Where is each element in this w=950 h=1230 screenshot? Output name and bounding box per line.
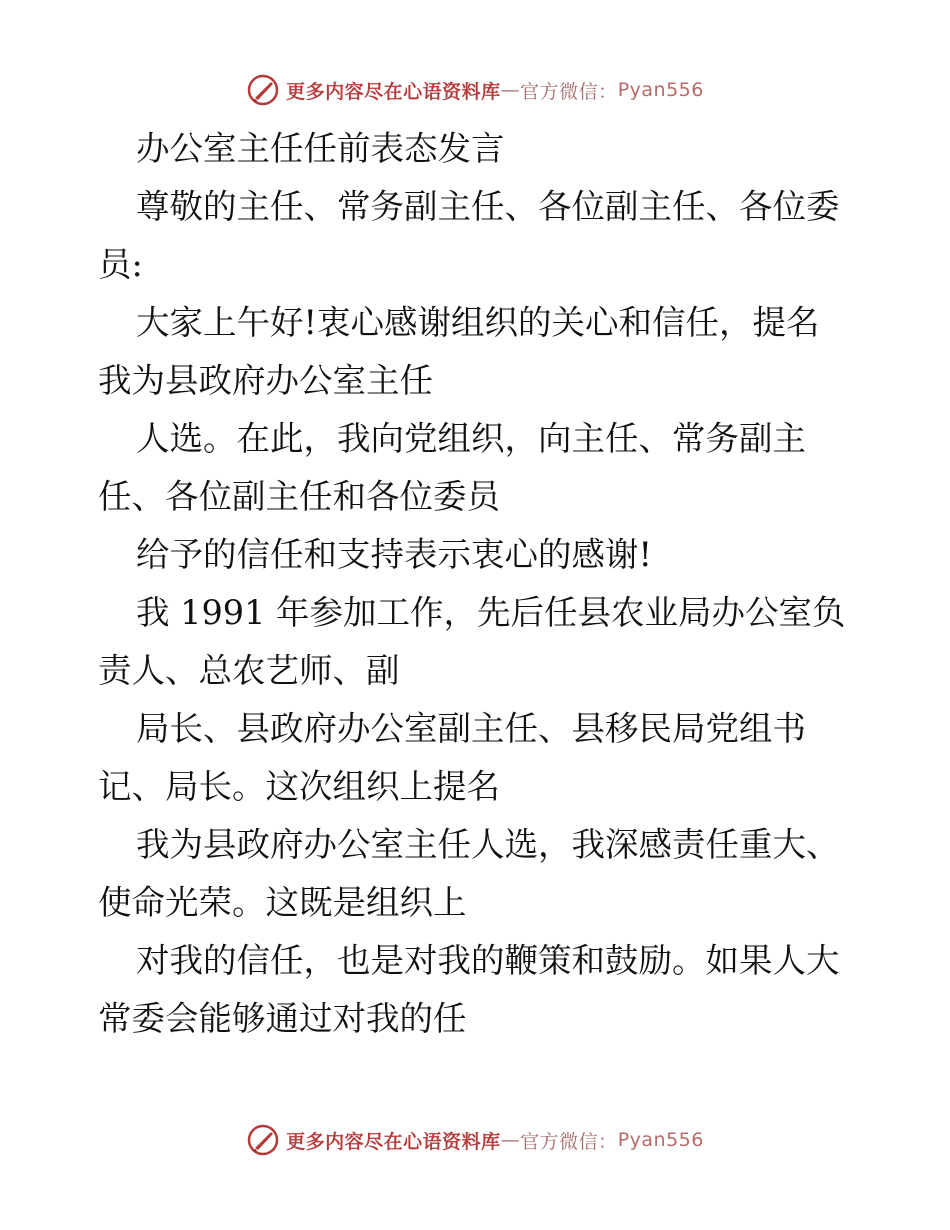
watermark-wechat-label: 官方微信： <box>520 1130 618 1153</box>
paragraph-line: 常委会能够通过对我的任 <box>98 999 467 1038</box>
paragraph-line: 给予的信任和支持表示衷心的感谢! <box>136 535 652 574</box>
watermark-separator: — <box>500 79 521 101</box>
paragraph-line: 我为县政府办公室主任 <box>98 361 433 400</box>
header-watermark <box>0 70 950 110</box>
paragraph-line: 任、各位副主任和各位委员 <box>98 477 500 516</box>
paragraph-line: 记、局长。这次组织上提名 <box>98 767 500 806</box>
paragraph-line: 责人、总农艺师、副 <box>98 651 400 690</box>
paragraph-line: 使命光荣。这既是组织上 <box>98 883 467 922</box>
paragraph-line: 对我的信任，也是对我的鞭策和鼓励。如果人大 <box>136 941 840 980</box>
paragraph-line: 我为县政府办公室主任人选，我深感责任重大、 <box>136 825 840 864</box>
document-title: 办公室主任任前表态发言 <box>136 129 505 168</box>
footer-watermark <box>0 1120 950 1160</box>
paragraph-line: 人选。在此，我向党组织，向主任、常务副主 <box>136 419 806 458</box>
quill-pen-logo-icon <box>246 73 280 107</box>
watermark-separator: — <box>500 1129 521 1151</box>
watermark-wechat-id: Pyan556 <box>617 1129 704 1151</box>
paragraph-line: 我 1991 年参加工作，先后任县农业局办公室负 <box>136 593 846 632</box>
paragraph-line: 局长、县政府办公室副主任、县移民局党组书 <box>136 709 806 748</box>
paragraph-line: 大家上午好!衷心感谢组织的关心和信任，提名 <box>136 303 820 342</box>
paragraph-line: 员: <box>98 245 143 284</box>
watermark-wechat-id: Pyan556 <box>617 79 704 101</box>
watermark-main-text: 更多内容尽在心语资料库 <box>286 1130 501 1153</box>
paragraph-line: 尊敬的主任、常务副主任、各位副主任、各位委 <box>136 187 840 226</box>
document-body <box>98 120 858 1048</box>
watermark-wechat-label: 官方微信： <box>520 80 618 103</box>
quill-pen-logo-icon <box>246 1123 280 1157</box>
watermark-main-text: 更多内容尽在心语资料库 <box>286 80 501 103</box>
